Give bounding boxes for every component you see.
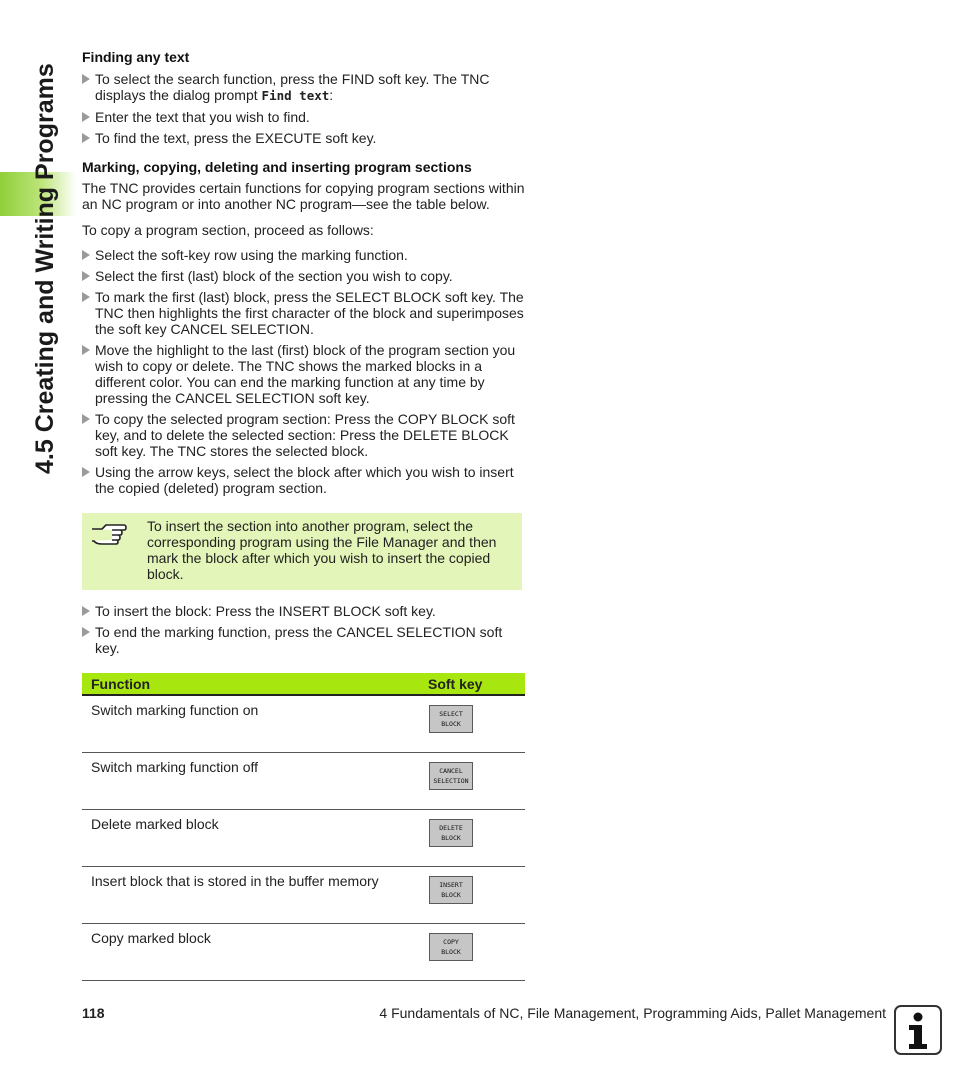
- bullet-arrow-icon: [82, 74, 90, 84]
- bullet-arrow-icon: [82, 467, 90, 477]
- table-row: [82, 810, 525, 867]
- list-item: Using the arrow keys, select the block after which you wish to insert the copied (deleted) program section.: [82, 464, 525, 496]
- delete-block-softkey: DELETE BLOCK: [429, 819, 473, 847]
- table-header-row: [82, 673, 525, 695]
- table-row: [82, 695, 525, 753]
- note-box: [82, 513, 522, 590]
- cancel-selection-softkey: CANCEL SELECTION: [429, 762, 473, 790]
- list-item: To insert the block: Press the INSERT BLOCK soft key.: [82, 603, 525, 619]
- section-title: 4.5 Creating and Writing Programs: [31, 63, 59, 474]
- bullet-arrow-icon: [82, 627, 90, 637]
- pointing-hand-icon: [90, 521, 128, 550]
- list-item: To select the search function, press the FIND soft key. The TNC displays the dialog prompt Find text:: [82, 71, 525, 104]
- function-cell: Switch marking function on: [82, 695, 419, 753]
- bullet-arrow-icon: [82, 271, 90, 281]
- select-block-softkey: SELECT BLOCK: [429, 705, 473, 733]
- heading-marking: Marking, copying, deleting and inserting program sections: [82, 159, 472, 175]
- table-row: [82, 753, 525, 810]
- proceed-paragraph: To copy a program section, proceed as follows:: [82, 222, 374, 238]
- bullet-arrow-icon: [82, 606, 90, 616]
- bullet-arrow-icon: [82, 414, 90, 424]
- column-header-function: Function: [82, 673, 419, 695]
- list-item: Move the highlight to the last (first) block of the program section you wish to copy or delete. The TNC shows the marked blocks in a different color. You can end the marking function at any time by pressing the CANCEL SELECTION soft key.: [82, 342, 525, 406]
- list-item: To mark the first (last) block, press the SELECT BLOCK soft key. The TNC then highlights the first character of the block and superimposes the soft key CANCEL SELECTION.: [82, 289, 525, 337]
- list-item: Select the soft-key row using the marking function.: [82, 247, 525, 263]
- page-number: 118: [82, 1005, 105, 1021]
- bullet-arrow-icon: [82, 112, 90, 122]
- copy-block-softkey: COPY BLOCK: [429, 933, 473, 961]
- bullet-arrow-icon: [82, 345, 90, 355]
- list-item: Enter the text that you wish to find.: [82, 109, 525, 125]
- bullet-arrow-icon: [82, 292, 90, 302]
- list-item: Select the first (last) block of the section you wish to copy.: [82, 268, 525, 284]
- list-item: To copy the selected program section: Press the COPY BLOCK soft key, and to delete the selected section: Press the DELETE BLOCK soft key. The TNC stores the selected block.: [82, 411, 525, 459]
- insert-block-softkey: INSERT BLOCK: [429, 876, 473, 904]
- note-text: To insert the section into another program, select the corresponding program using the File Manager and then mark the block after which you wish to insert the copied block.: [147, 518, 497, 582]
- function-cell: Switch marking function off: [82, 753, 419, 810]
- chapter-title: 4 Fundamentals of NC, File Management, Programming Aids, Pallet Management: [379, 1005, 886, 1021]
- function-cell: Insert block that is stored in the buffer memory: [82, 867, 419, 924]
- list-item: To end the marking function, press the CANCEL SELECTION soft key.: [82, 624, 525, 656]
- list-item: To find the text, press the EXECUTE soft key.: [82, 130, 525, 146]
- intro-paragraph: The TNC provides certain functions for copying program sections within an NC program or into another NC program—see the table below.: [82, 180, 525, 212]
- table-row: [82, 867, 525, 924]
- column-header-softkey: Soft key: [419, 673, 525, 695]
- bullet-arrow-icon: [82, 250, 90, 260]
- info-icon: [894, 1005, 942, 1055]
- function-cell: Delete marked block: [82, 810, 419, 867]
- heading-finding-text: Finding any text: [82, 49, 190, 65]
- page-content: [82, 49, 525, 981]
- softkey-table: [82, 673, 525, 981]
- table-row: [82, 924, 525, 981]
- bullet-arrow-icon: [82, 133, 90, 143]
- function-cell: Copy marked block: [82, 924, 419, 981]
- dialog-prompt: Find text: [261, 88, 330, 103]
